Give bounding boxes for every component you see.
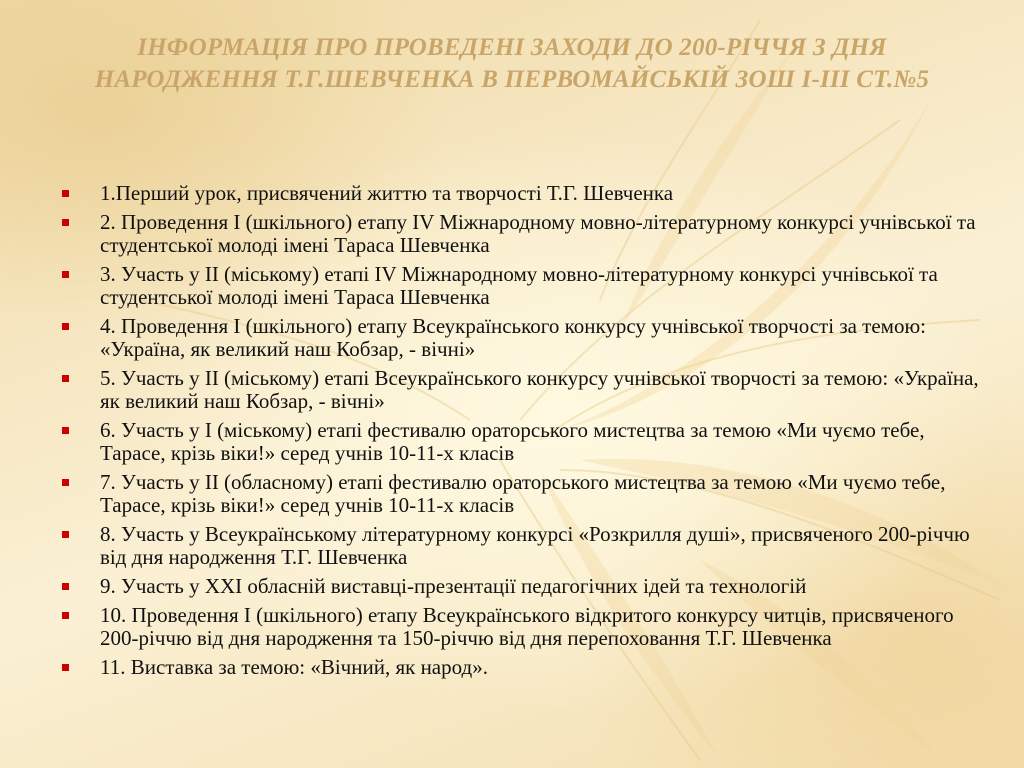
- bullet-square-icon: [62, 583, 69, 590]
- list-item-text: 10. Проведення І (шкільного) етапу Всеукраїнського відкритого конкурсу читців, присвяченого 200-річчю від дня народження та 150-річчю від дня перепоховання Т.Г. Шевченка: [100, 603, 954, 650]
- list-item-text: 7. Участь у ІІ (обласному) етапі фестивалю ораторського мистецтва за темою «Ми чуємо тебе, Тарасе, крізь віки!» серед учнів 10-11-х класів: [100, 470, 946, 517]
- list-item-text: 5. Участь у ІІ (міському) етапі Всеукраїнського конкурсу учнівської творчості за темою: «Україна, як великий наш Кобзар, - вічні»: [100, 366, 979, 413]
- list-item: [60, 367, 980, 413]
- bullet-square-icon: [62, 427, 69, 434]
- list-item-text: 8. Участь у Всеукраїнському літературному конкурсі «Розкрилля душі», присвяченого 200-річчю від дня народження Т.Г. Шевченка: [100, 522, 970, 569]
- bullet-square-icon: [62, 531, 69, 538]
- bullet-square-icon: [62, 219, 69, 226]
- list-item-text: 11. Виставка за темою: «Вічний, як народ».: [100, 655, 488, 679]
- slide-title-line-1: ІНФОРМАЦІЯ ПРО ПРОВЕДЕНІ ЗАХОДИ ДО 200-РІЧЧЯ З ДНЯ: [137, 34, 887, 61]
- list-item: [60, 182, 980, 205]
- list-item: [60, 211, 980, 257]
- bullet-square-icon: [62, 664, 69, 671]
- list-item-text: 6. Участь у І (міському) етапі фестивалю ораторського мистецтва за темою «Ми чуємо тебе, Тарасе, крізь віки!» серед учнів 10-11-х класів: [100, 418, 925, 465]
- list-item: [60, 419, 980, 465]
- list-item: [60, 471, 980, 517]
- list-item-text: 2. Проведення І (шкільного) етапу ІV Міжнародному мовно-літературному конкурсі учнівської та студентської молоді імені Тараса Шевченка: [100, 210, 976, 257]
- list-item: [60, 523, 980, 569]
- slide-title-line-2: НАРОДЖЕННЯ Т.Г.ШЕВЧЕНКА В ПЕРВОМАЙСЬКІЙ ЗОШ І-ІІІ СТ.№5: [94, 66, 930, 93]
- list-item: [60, 604, 980, 650]
- list-item-text: 3. Участь у ІІ (міському) етапі ІV Міжнародному мовно-літературному конкурсі учнівської та студентської молоді імені Тараса Шевченка: [100, 262, 938, 309]
- events-list: [60, 182, 980, 685]
- bullet-square-icon: [62, 323, 69, 330]
- list-item: [60, 315, 980, 361]
- bullet-square-icon: [62, 190, 69, 197]
- bullet-square-icon: [62, 375, 69, 382]
- list-item: [60, 656, 980, 679]
- list-item: [60, 263, 980, 309]
- bullet-square-icon: [62, 271, 69, 278]
- list-item-text: 1.Перший урок, присвячений життю та творчості Т.Г. Шевченка: [100, 181, 674, 205]
- list-item: [60, 575, 980, 598]
- list-item-text: 9. Участь у ХХІ обласній виставці-презентації педагогічних ідей та технологій: [100, 574, 807, 598]
- bullet-square-icon: [62, 612, 69, 619]
- bullet-square-icon: [62, 479, 69, 486]
- slide-title: [40, 32, 984, 96]
- list-item-text: 4. Проведення І (шкільного) етапу Всеукраїнського конкурсу учнівської творчості за темою: «Україна, як великий наш Кобзар, - вічні»: [100, 314, 926, 361]
